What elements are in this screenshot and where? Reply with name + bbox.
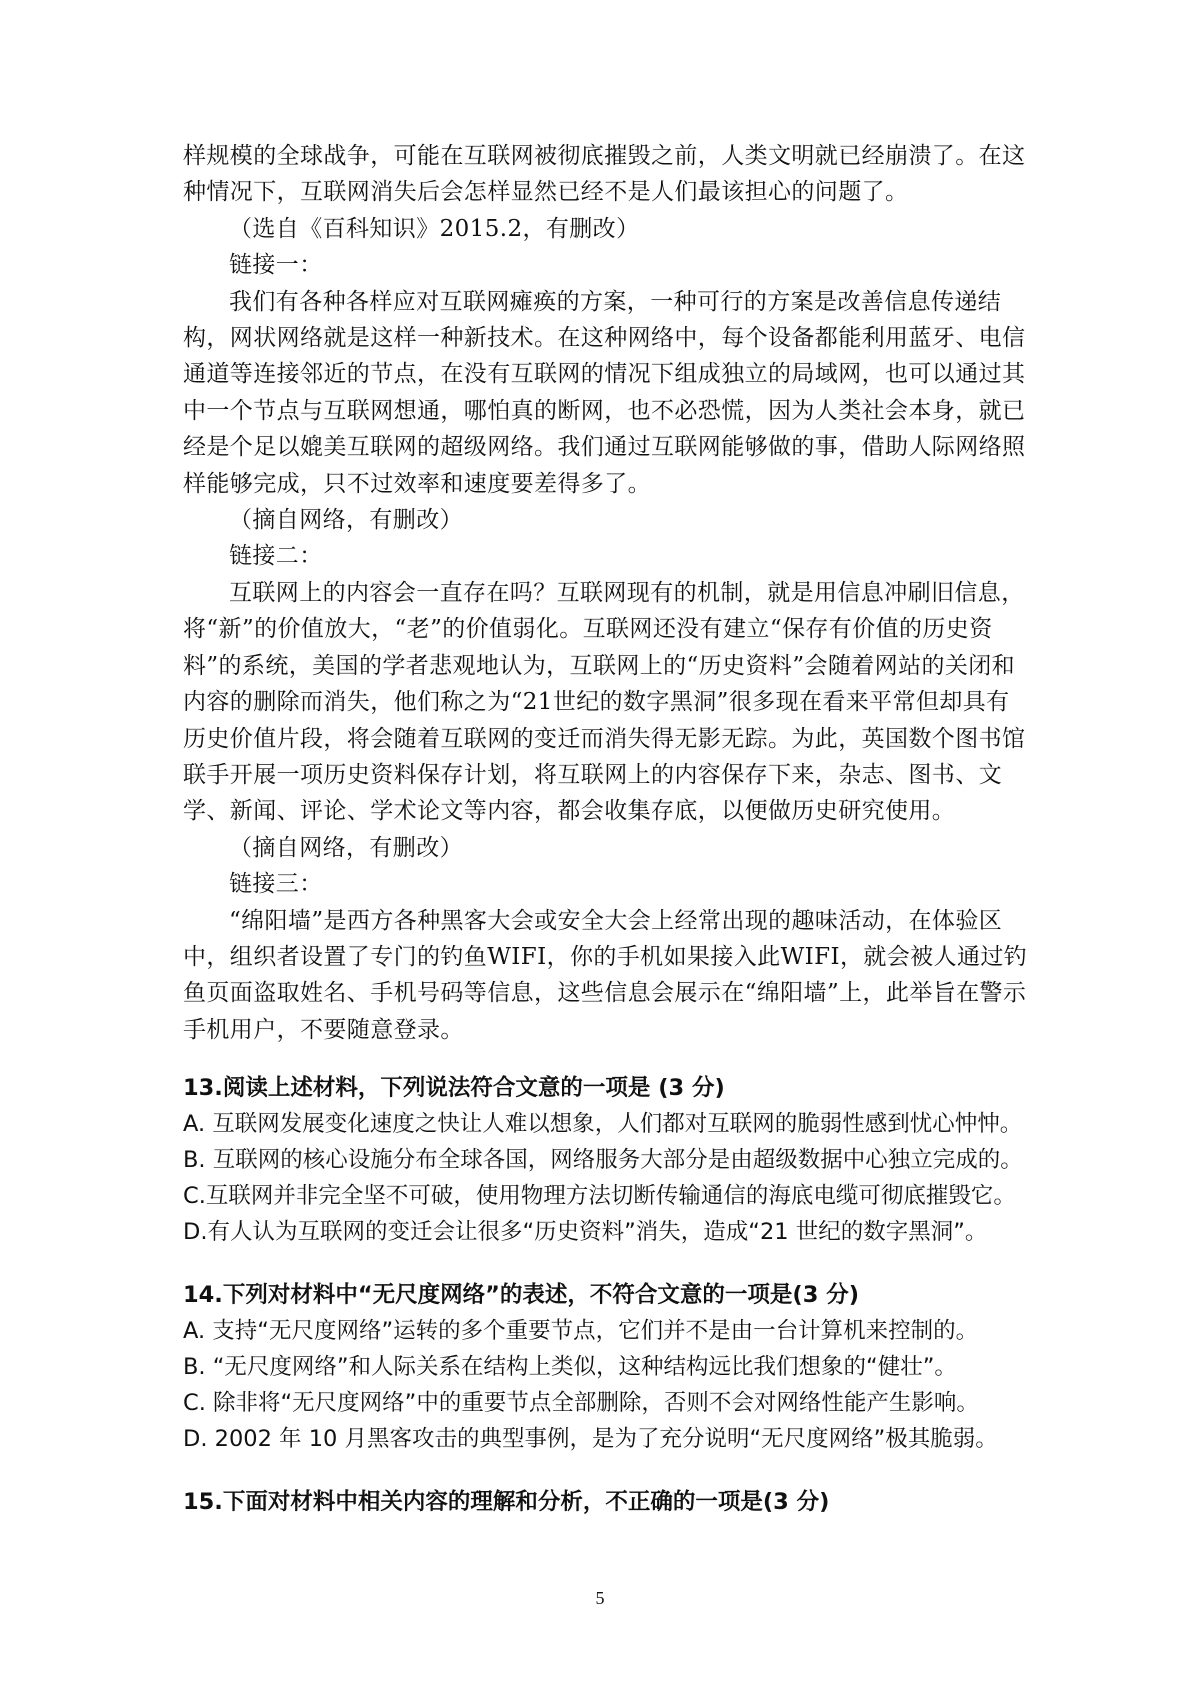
question-13 [183, 1070, 1029, 1250]
link2-paragraph: 互联网上的内容会一直存在吗？互联网现有的机制，就是用信息冲刷旧信息，将“新”的价值放大，“老”的价值弱化。互联网还没有建立“保存有价值的历史资料”的系统，美国的学者悲观地认为，互联网上的“历史资料”会随着网站的关闭和内容的删除而消失，他们称之为“21世纪的数字黑洞”很多现在看来平常但却具有历史价值片段，将会随着互联网的变迁而消失得无影无踪。为此，英国数个图书馆联手开展一项历史资料保存计划，将互联网上的内容保存下来，杂志、图书、文学、新闻、评论、学术论文等内容，都会收集存底，以便做历史研究使用。 [183, 579, 1026, 825]
link1-paragraph: 我们有各种各样应对互联网瘫痪的方案，一种可行的方案是改善信息传递结构，网状网络就是这样一种新技术。在这种网络中，每个设备都能利用蓝牙、电信通道等连接邻近的节点，在没有互联网的情况下组成独立的局域网，也可以通过其中一个节点与互联网想通，哪怕真的断网，也不必恐慌，因为人类社会本身，就已经是个足以媲美互联网的超级网络。我们通过互联网能够做的事，借助人际网络照样能够完成，只不过效率和速度要差得多了。 [183, 288, 1026, 497]
spacer [183, 1250, 1029, 1277]
link3-paragraph: “绵阳墙”是西方各种黑客大会或安全大会上经常出现的趣味活动，在体验区中，组织者设置了专门的钓鱼WIFI，你的手机如果接入此WIFI，就会被人通过钓鱼页面盗取姓名、手机号码等信息，这些信息会展示在“绵阳墙”上，此举旨在警示手机用户，不要随意登录。 [183, 907, 1028, 1043]
link1-label: 链接一： [229, 252, 323, 279]
link1-source: （摘自网络，有删改） [229, 507, 463, 534]
option-b: B. 互联网的核心设施分布全球各国，网络服务大部分是由超级数据中心独立完成的。 [183, 1147, 1023, 1174]
question-title: 13.阅读上述材料，下列说法符合文意的一项是 (3 分) [183, 1075, 725, 1102]
passage-paragraph: 样规模的全球战争，可能在互联网被彻底摧毁之前，人类文明就已经崩溃了。在这种情况下，互联网消失后会怎样显然已经不是人们最该担心的问题了。 [183, 143, 1026, 206]
question-title: 15.下面对材料中相关内容的理解和分析，不正确的一项是(3 分) [183, 1489, 830, 1516]
option-a: A. 互联网发展变化速度之快让人难以想象，人们都对互联网的脆弱性感到忧心忡忡。 [183, 1111, 1023, 1138]
source-citation: （选自《百科知识》2015.2，有删改） [229, 215, 640, 242]
option-d: D.有人认为互联网的变迁会让很多“历史资料”消失，造成“21 世纪的数字黑洞”。 [183, 1219, 988, 1246]
link2-label: 链接二： [229, 543, 323, 570]
option-c: C.互联网并非完全坚不可破，使用物理方法切断传输通信的海底电缆可彻底摧毁它。 [183, 1183, 1016, 1210]
option-a: A. 支持“无尺度网络”运转的多个重要节点，它们并不是由一台计算机来控制的。 [183, 1318, 979, 1345]
option-d: D. 2002 年 10 月黑客攻击的典型事例，是为了充分说明“无尺度网络”极其脆弱。 [183, 1426, 998, 1453]
page-number: 5 [595, 1588, 605, 1608]
question-title: 14.下列对材料中“无尺度网络”的表述，不符合文意的一项是(3 分) [183, 1282, 859, 1309]
option-b: B. “无尺度网络”和人际关系在结构上类似，这种结构远比我们想象的“健壮”。 [183, 1354, 957, 1381]
question-15 [183, 1484, 1029, 1520]
spacer [183, 1457, 1029, 1484]
option-c: C. 除非将“无尺度网络”中的重要节点全部删除，否则不会对网络性能产生影响。 [183, 1390, 979, 1417]
spacer [183, 1048, 1029, 1070]
link2-source: （摘自网络，有删改） [229, 834, 463, 861]
page-content [183, 138, 1029, 1520]
link3-label: 链接三： [229, 871, 323, 898]
question-14 [183, 1277, 1029, 1457]
